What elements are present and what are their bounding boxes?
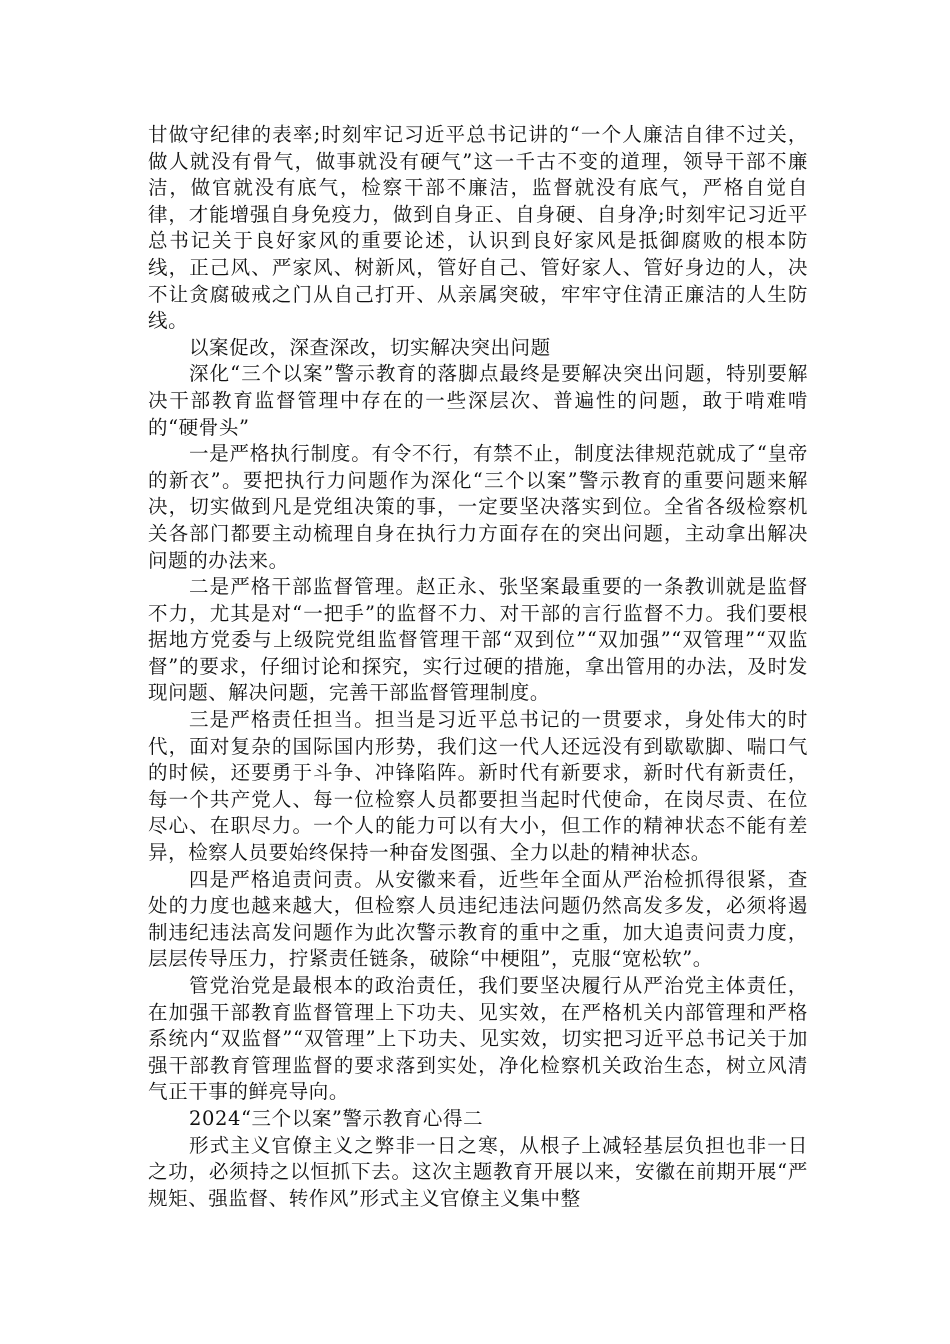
paragraph-3: 深化“三个以案”警示教育的落脚点最终是要解决突出问题，特别要解决干部教育监督管理中存在的一些深层次、普遍性的问题，敢于啃难啃的“硬骨头” (148, 362, 808, 439)
paragraph-8: 管党治党是最根本的政治责任，我们要坚决履行从严治党主体责任，在加强干部教育监督管理上下功夫、见实效，在严格机关内部管理和严格系统内“双监督”“双管理”上下功夫、见实效，切实把习近平总书记关于加强干部教育管理监督的要求落到实处，净化检察机关政治生态，树立风清气正干事的鲜亮导向。 (148, 974, 808, 1104)
subtitle-heading: 2024“三个以案”警示教育心得二 (188, 1106, 484, 1130)
paragraph-7: 四是严格追责问责。从安徽来看，近些年全面从严治检抓得很紧，查处的力度也越来越大，但检察人员违纪违法问题仍然高发多发，必须将遏制违纪违法高发问题作为此次警示教育的重中之重，加大追责问责力度，层层传导压力，拧紧责任链条，破除“中梗阻”，克服“宽松软”。 (148, 867, 808, 971)
paragraph-4: 一是严格执行制度。有令不行，有禁不止，制度法律规范就成了“皇帝的新衣”。要把执行力问题作为深化“三个以案”警示教育的重要问题来解决，切实做到凡是党组决策的事，一定要坚决落实到位。全省各级检察机关各部门都要主动梳理自身在执行力方面存在的突出问题，主动拿出解决问题的办法来。 (148, 442, 808, 572)
paragraph-10: 形式主义官僚主义之弊非一日之寒，从根子上减轻基层负担也非一日之功，必须持之以恒抓下去。这次主题教育开展以来，安徽在前期开展“严规矩、强监督、转作风”形式主义官僚主义集中整 (148, 1133, 808, 1210)
paragraph-5: 二是严格干部监督管理。赵正永、张坚案最重要的一条教训就是监督不力，尤其是对“一把手”的监督不力、对干部的言行监督不力。我们要根据地方党委与上级院党组监督管理干部“双到位”“双加强”“双管理”“双监督”的要求，仔细讨论和探究，实行过硬的措施，拿出管用的办法，及时发现问题、解决问题，完善干部监督管理制度。 (148, 575, 808, 705)
section-heading: 以案促改，深查深改，切实解决突出问题 (188, 335, 551, 359)
paragraph-6: 三是严格责任担当。担当是习近平总书记的一贯要求，身处伟大的时代，面对复杂的国际国内形势，我们这一代人还远没有到歇歇脚、喘口气的时候，还要勇于斗争、冲锋陷阵。新时代有新要求，新时代有新责任，每一个共产党人、每一位检察人员都要担当起时代使命，在岗尽责、在位尽心、在职尽力。一个人的能力可以有大小，但工作的精神状态不能有差异，检察人员要始终保持一种奋发图强、全力以赴的精神状态。 (148, 708, 808, 865)
paragraph-1: 甘做守纪律的表率;时刻牢记习近平总书记讲的“一个人廉洁自律不过关，做人就没有骨气，做事就没有硬气”这一千古不变的道理，领导干部不廉洁，做官就没有底气，检察干部不廉洁，监督就没有底气，严格自觉自律，才能增强自身免疫力，做到自身正、自身硬、自身净;时刻牢记习近平总书记关于良好家风的重要论述，认识到良好家风是抵御腐败的根本防线，正己风、严家风、树新风，管好自己、管好家人、管好身边的人，决不让贪腐破戒之门从自己打开、从亲属突破，牢牢守住清正廉洁的人生防线。 (148, 123, 808, 333)
document-body (148, 122, 808, 1212)
